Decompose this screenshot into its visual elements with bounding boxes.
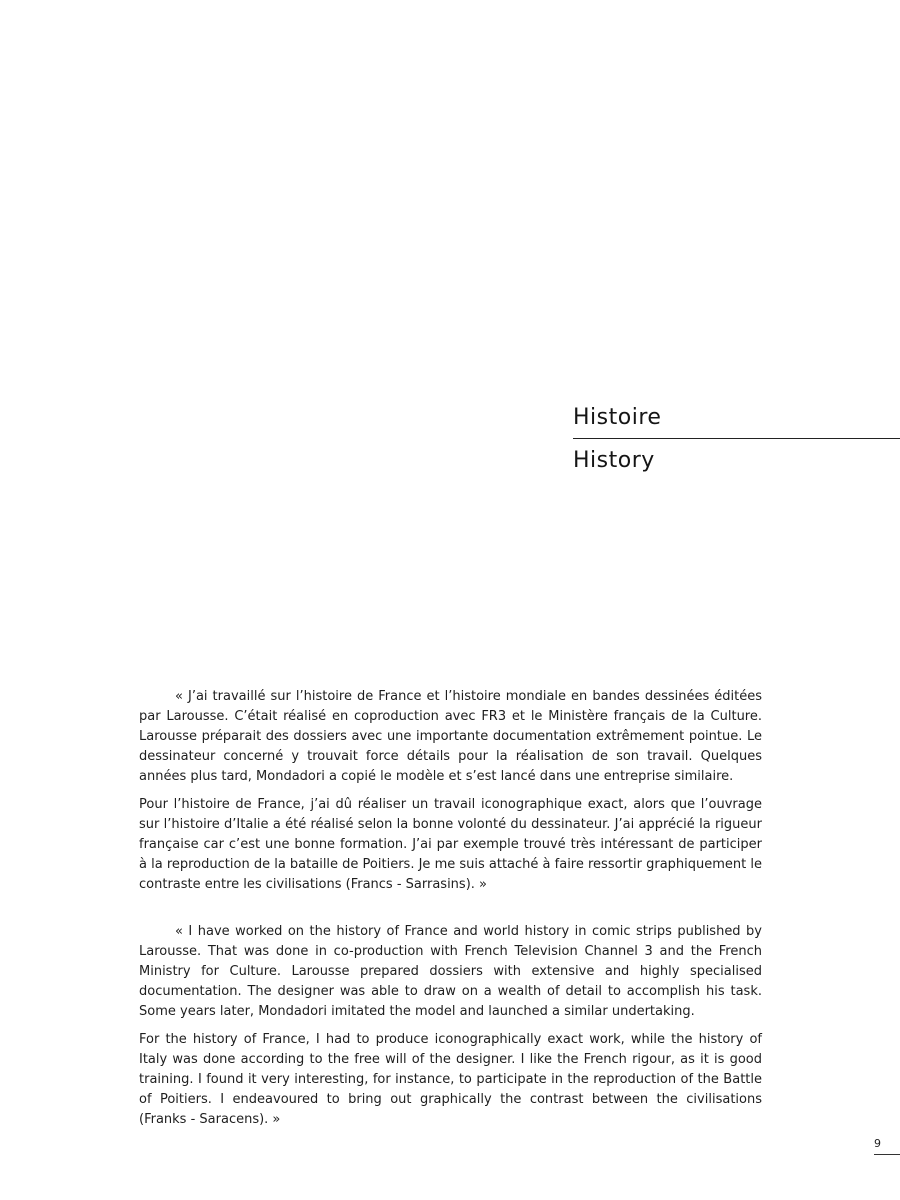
english-paragraph-1: « I have worked on the history of France and world history in comic strips published by Larousse. That was done in co-production with French Television Channel 3 and the French Ministry for Culture. Larousse prepared dossiers with extensive and highly specialised documentation. The designer was able to draw on a wealth of detail to accomplish his task. Some years later, Mondadori imitated the model and launched a similar undertaking. <box>139 924 762 1019</box>
french-paragraph-2: Pour l’histoire de France, j’ai dû réaliser un travail iconographique exact, alors que l’ouvrage sur l’histoire d’Italie a été réalisé selon la bonne volonté du dessinateur. J’ai apprécié la rigueur française car c’est une bonne formation. J’ai par exemple trouvé très intéressant de participer à la reproduction de la bataille de Poitiers. Je me suis attaché à faire ressortir graphiquement le contraste entre les civilisations (Francs - Sarrasins). » <box>139 797 762 892</box>
french-text-block <box>139 687 762 903</box>
english-text-block <box>139 922 762 1138</box>
page-number: 9 <box>874 1137 881 1150</box>
heading-french: Histoire <box>573 405 662 430</box>
heading-english: History <box>573 448 655 473</box>
heading-divider <box>573 438 900 439</box>
page-number-rule <box>874 1154 900 1155</box>
section-heading <box>573 402 900 477</box>
english-paragraph-2: For the history of France, I had to produce iconographically exact work, while the history of Italy was done according to the free will of the designer. I like the French rigour, as it is good training. I found it very interesting, for instance, to participate in the reproduction of the Battle of Poitiers. I endeavoured to bring out graphically the contrast between the civilisations (Franks - Saracens). » <box>139 1032 762 1127</box>
french-paragraph-1: « J’ai travaillé sur l’histoire de France et l’histoire mondiale en bandes dessinées éditées par Larousse. C’était réalisé en coproduction avec FR3 et le Ministère français de la Culture. Larousse préparait des dossiers avec une importante documentation extrêmement pointue. Le dessinateur concerné y trouvait force détails pour la réalisation de son travail. Quelques années plus tard, Mondadori a copié le modèle et s’est lancé dans une entreprise similaire. <box>139 689 762 784</box>
